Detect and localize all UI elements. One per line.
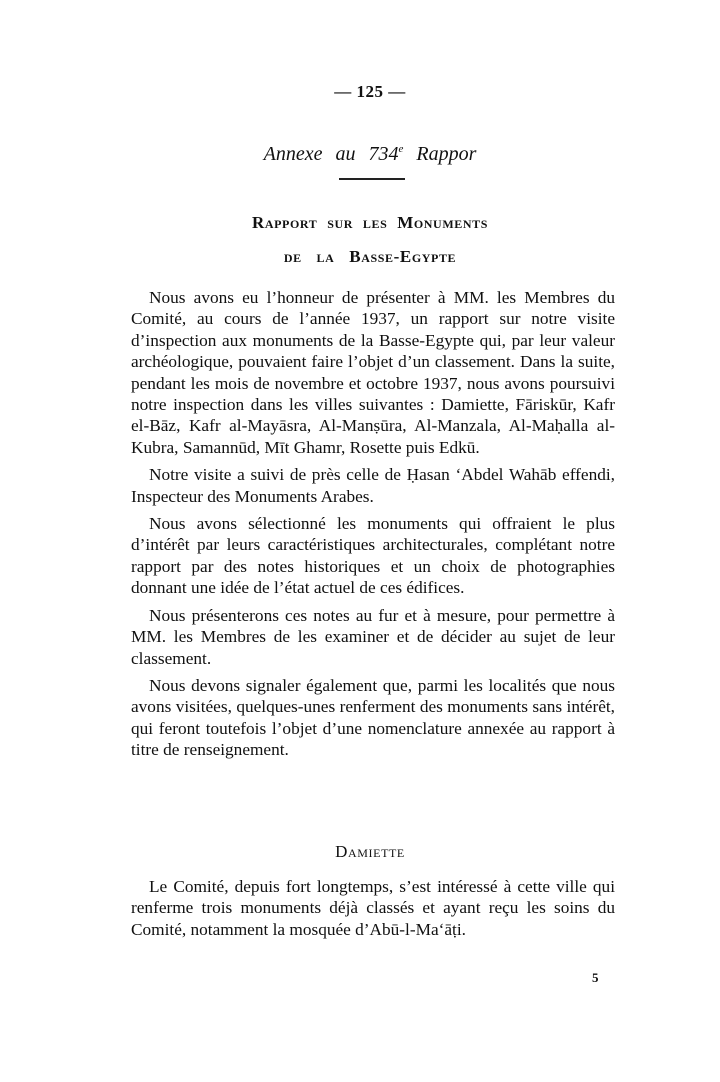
annex-title-superscript: e [398,143,404,155]
paragraph: Notre visite a suivi de près celle de Ḥasan ‘Abdel Wahāb effendi, Inspecteur des Monuments Arabes. [131,465,615,506]
paragraph: Nous devons signaler également que, parmi les localités que nous avons visitées, quelques-unes renferment des monuments sans intérêt, qui feront toutefois l’objet d’une nomenclature annexée au rapport à titre de renseignement. [131,675,615,760]
paragraph: Nous présenterons ces notes au fur et à mesure, pour permettre à MM. les Membres de les examiner et de décider au sujet de leur classement. [131,605,615,668]
report-heading-line-2: de la Basse-Egypte [283,247,457,266]
damiette-text-block [131,876,615,946]
intro-text-block [131,287,615,767]
annex-title-prefix: Annexe au 734 [263,143,399,165]
paragraph: Le Comité, depuis fort longtemps, s’est intéressé à cette ville qui renferme trois monuments déjà classés et ayant reçu les soins du Comité, notamment la mosquée d’Abū-l-Ma‘āṭi. [131,877,615,939]
paragraph: Nous avons sélectionné les monuments qui offraient le plus d’intérêt par leurs caractéristiques architecturales, complétant notre rapport par des notes historiques et un choix de photographies donnant une idée de l’état actuel de ces édifices. [131,514,615,598]
signature-mark: 5 [592,970,599,985]
report-heading-line-1: Rapport sur les Monuments [251,213,488,232]
page-number: — 125 — [334,82,406,101]
paragraph: Nous avons eu l’honneur de présenter à MM. les Membres du Comité, au cours de l’année 1937, un rapport sur notre visite d’inspection aux monuments de la Basse-Egypte qui, par leur valeur archéologique, pouvaient faire l’objet d’un classement. Dans la suite, pendant les mois de novembre et octobre 1937, nous avons poursuivi notre inspection dans les villes suivantes : Damiette, Fāriskūr, Kafr el-Bāz, Kafr al-Mayāsra, Al-Manṣūra, Al-Manzala, Al-Maḥalla al-Kubra, Samannūd, Mīt Ghamr, Rosette puis Edkū. [131,288,615,457]
annex-title [0,143,720,166]
section-heading-damiette: Damiette [335,842,405,861]
title-rule-divider [339,178,405,180]
annex-title-suffix: Rappor [403,143,477,165]
